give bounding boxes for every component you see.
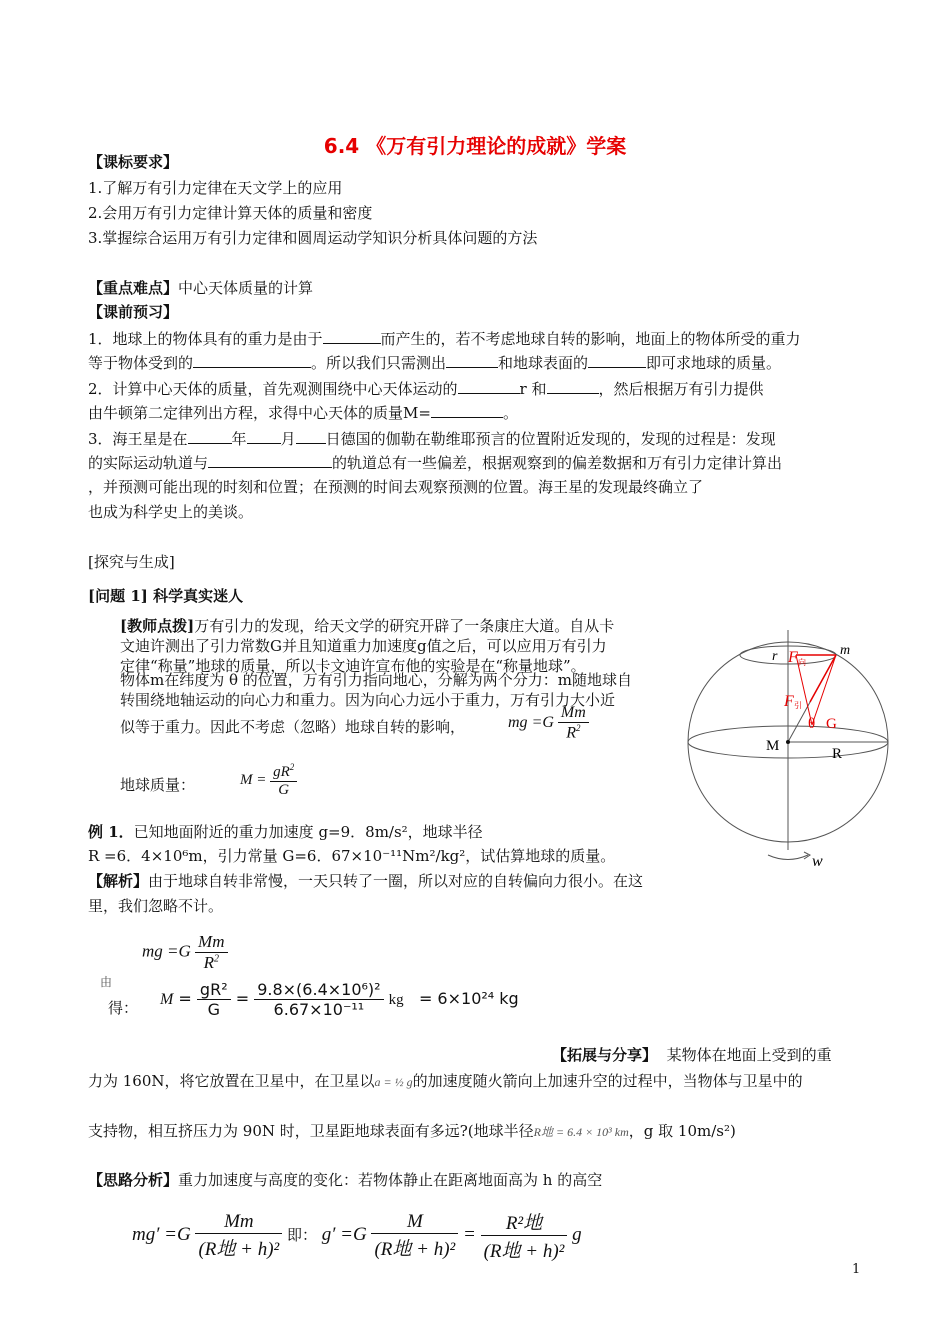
label-F-centripetal-sub: 向	[798, 658, 806, 667]
teacher-tip-line6: 似等于重力。因此不考虑（忽略）地球自转的影响，	[120, 718, 466, 736]
q1-text-d: 。所以我们只需测出	[311, 354, 447, 372]
extend-line2	[88, 1071, 803, 1092]
teacher-tip-label: [教师点拨]	[120, 617, 195, 635]
label-F-centripetal: F	[788, 649, 798, 666]
calc-denominator-2: 6.67×10⁻¹¹	[273, 1000, 365, 1019]
hf-denominator-1: (R地 + h)²	[198, 1238, 280, 1260]
hf-fraction-2	[371, 1211, 458, 1261]
problem-1-heading: [问题 1] 科学真实迷人	[88, 587, 244, 605]
solution-calculation	[160, 980, 519, 1019]
explore-heading: [探究与生成]	[88, 553, 175, 571]
q1-text-a: 1．地球上的物体具有的重力是由于	[88, 330, 323, 348]
solution-square: 2	[213, 953, 219, 965]
formula-M: M	[240, 771, 253, 788]
formula-square: 2	[576, 723, 581, 733]
calc-numerator-1: gR²	[197, 980, 231, 1000]
analysis-line1	[88, 871, 643, 891]
calc-eq-1: =	[178, 989, 192, 1008]
extend-text-2b: 的加速度随火箭向上加速升空的过程中，当物体与卫星中的	[412, 1072, 803, 1090]
formula-mass-denominator: G	[278, 782, 290, 798]
standards-heading: 【课标要求】	[88, 153, 179, 171]
q1-text-e: 和地球表面的	[498, 354, 589, 372]
solution-eq: =	[167, 941, 179, 961]
label-w: w	[812, 853, 823, 870]
earth-center-dot	[786, 740, 790, 744]
calc-eq-2: =	[235, 989, 250, 1008]
formula-gR: gR	[273, 764, 290, 780]
preview-q3-line3: ，并预测可能出现的时刻和位置；在预测的时间去观察预测的位置。海王星的发现最终确立了	[88, 478, 704, 496]
formula-denominator	[558, 723, 589, 742]
calc-lhs: M	[160, 991, 174, 1008]
key-points-text: 中心天体质量的计算	[178, 279, 314, 297]
earth-mass-label: 地球质量：	[120, 776, 196, 794]
label-r: r	[772, 649, 778, 664]
label-theta: θ	[808, 716, 816, 732]
standards-item-3: 3.掌握综合运用万有引力定律和圆周运动学知识分析具体问题的方法	[88, 229, 538, 247]
q2-text-b: r 和	[519, 380, 547, 398]
q2-text-d: 由牛顿第二定律列出方程，求得中心天体的质量M=	[88, 404, 431, 422]
weight-arrow	[812, 655, 836, 725]
key-points	[88, 278, 313, 298]
preview-q3-line4: 也成为科学史上的美谈。	[88, 503, 254, 521]
earth-force-diagram	[684, 630, 894, 875]
label-G: G	[826, 716, 837, 732]
solution-fraction	[195, 932, 227, 973]
q1-text-b: 而产生的，若不考虑地球自转的影响，地面上的物体所受的重力	[380, 330, 801, 348]
formula-G: G	[542, 713, 554, 731]
solution-numerator: Mm	[195, 932, 227, 953]
q3-text-e: 的实际运动轨道与	[88, 454, 209, 472]
q2-text-a: 2．计算中心天体的质量，首先观测围绕中心天体运动的	[88, 380, 458, 398]
teacher-tip-line5: 转围绕地轴运动的向心力和重力。因为向心力远小于重力，万有引力大小近	[120, 691, 616, 709]
calc-fraction-2	[254, 980, 383, 1019]
q2-text-c: ，然后根据万有引力提供	[598, 380, 764, 398]
example-1-line2: R =6．4×10⁶m，引力常量 G=6．67×10⁻¹¹Nm²/kg²，试估算地球的质量。	[88, 847, 616, 865]
label-m: m	[840, 643, 851, 658]
standards-item-2: 2.会用万有引力定律计算天体的质量和密度	[88, 204, 373, 222]
q3-text-a: 3．海王星是在	[88, 430, 188, 448]
q3-blank-orbit[interactable]	[208, 452, 332, 468]
q1-blank-4[interactable]	[588, 352, 646, 368]
solution-R: R	[203, 953, 214, 972]
page-title: 6.4 《万有引力理论的成就》学案	[323, 134, 627, 158]
extend-text-3a: 支持物，相互挤压力为 90N 时，卫星距地球表面有多远?(地球半径	[88, 1122, 534, 1140]
solution-denominator	[195, 953, 227, 973]
q1-text-f: 即可求地球的质量。	[646, 354, 782, 372]
calc-denominator-1: G	[207, 1000, 220, 1019]
gravity-force-arrow	[810, 655, 836, 702]
extend-acceleration: a = ½ g	[374, 1075, 413, 1089]
hf-numerator-3: R²地	[481, 1208, 568, 1236]
idea-analysis-text: 重力加速度与高度的变化：若物体静止在距离地面高为 h 的高空	[178, 1171, 603, 1189]
formula-R: R	[566, 724, 576, 742]
idea-analysis	[88, 1170, 602, 1190]
teacher-tip-line2: 文迪许测出了引力常数G并且知道重力加速度g值之后，可以应用万有引力	[120, 637, 607, 655]
extend-earth-radius: R地 = 6.4 × 10³ km	[533, 1125, 629, 1139]
preview-q2-line2	[88, 402, 518, 423]
q3-blank-month[interactable]	[247, 428, 281, 444]
idea-analysis-label: 【思路分析】	[88, 1171, 179, 1189]
hf-eq-3: =	[463, 1223, 476, 1245]
preview-q3-line1	[88, 428, 776, 449]
q2-text-e: 。	[502, 404, 518, 422]
q3-text-b: 年	[231, 430, 247, 448]
q2-blank-3[interactable]	[431, 402, 503, 418]
q1-blank-1[interactable]	[323, 328, 381, 344]
calc-unit: kg	[388, 992, 404, 1008]
teacher-tip-line4: 物体m在纬度为 θ 的位置，万有引力指向地心，分解为两个分力：m随地球自	[120, 671, 633, 689]
preview-q1-line2	[88, 352, 781, 373]
hf-mg-prime: mg′	[132, 1223, 160, 1245]
hf-eq-1: =	[164, 1223, 177, 1245]
formula-square-2: 2	[289, 762, 295, 772]
q3-blank-year[interactable]	[188, 428, 232, 444]
hf-fraction-1	[195, 1211, 282, 1261]
formula-earth-mass	[240, 762, 297, 799]
solution-G: G	[178, 941, 191, 961]
extend-text-1: 某物体在地面上受到的重	[666, 1046, 832, 1064]
preview-heading: 【课前预习】	[88, 303, 179, 321]
hf-g-prime: g′	[321, 1223, 336, 1245]
analysis-text-1: 由于地球自转非常慢，一天只转了一圈，所以对应的自转偏向力很小。在这	[148, 872, 644, 890]
height-formula	[132, 1208, 582, 1263]
calc-numerator-2: 9.8×(6.4×10⁶)²	[254, 980, 383, 1000]
q1-text-c: 等于物体受到的	[88, 354, 194, 372]
q3-text-d: 日德国的伽勒在勒维耶预言的位置附近发现的，发现的过程是：发现	[325, 430, 776, 448]
extend-text-2a: 力为 160N，将它放置在卫星中，在卫星以	[88, 1072, 375, 1090]
key-points-label: 【重点难点】	[88, 279, 179, 297]
formula-mg: mg	[508, 713, 528, 731]
formula-mass-numerator	[270, 762, 297, 782]
teacher-tip-text-1: 万有引力的发现，给天文学的研究开辟了一条康庄大道。自从卡	[194, 617, 615, 635]
preview-q1-line1	[88, 328, 801, 349]
hf-numerator-1: Mm	[195, 1211, 282, 1234]
formula-eq: =	[531, 713, 543, 731]
extend-text-3b: ，g 取 10m/s²)	[628, 1122, 736, 1140]
extend-label: 【拓展与分享】	[552, 1046, 658, 1064]
preview-q2-line1	[88, 378, 764, 399]
q3-text-f: 的轨道总有一些偏差，根据观察到的偏差数据和万有引力定律计算出	[332, 454, 783, 472]
preview-q3-line2	[88, 452, 782, 473]
label-M: M	[766, 738, 780, 754]
calc-result: = 6×10²⁴ kg	[418, 989, 519, 1008]
label-F-gravity-sub: 引	[794, 701, 802, 710]
hf-eq-2: =	[340, 1223, 353, 1245]
example-1-line1	[88, 822, 483, 842]
hf-denominator-2: (R地 + h)²	[374, 1238, 456, 1260]
q2-blank-2[interactable]	[547, 378, 599, 394]
teacher-tip-line3: 定律“称量”地球的质量，所以卡文迪许宣布他的实验是在“称量地球”。	[120, 657, 586, 675]
label-R: R	[832, 746, 843, 762]
page-number: 1	[852, 1262, 861, 1277]
solution-mg: mg	[142, 941, 163, 961]
hf-ji: 即：	[286, 1225, 317, 1244]
formula-mass-fraction	[270, 762, 297, 799]
analysis-label: 【解析】	[88, 872, 149, 890]
hf-fraction-3	[481, 1208, 568, 1263]
formula-gravity	[508, 704, 589, 742]
hf-numerator-2: M	[371, 1211, 458, 1234]
solution-de: 得：	[108, 999, 139, 1017]
hf-G-2: G	[352, 1223, 367, 1245]
extend-line3	[88, 1121, 736, 1142]
formula-fraction	[558, 704, 589, 742]
extend-line1	[552, 1045, 832, 1065]
analysis-line2: 里，我们忽略不计。	[88, 897, 224, 915]
q1-blank-3[interactable]	[446, 352, 498, 368]
standards-item-1: 1.了解万有引力定律在天文学上的应用	[88, 179, 343, 197]
hf-G-1: G	[176, 1223, 191, 1245]
example-1-label: 例 1．	[88, 823, 134, 841]
teacher-tip-line1	[120, 616, 614, 636]
hf-g-tail: g	[572, 1223, 582, 1245]
hf-denominator-3: (R地 + h)²	[483, 1241, 565, 1262]
solution-formula-1	[142, 932, 228, 973]
q2-blank-1[interactable]	[458, 378, 520, 394]
example-1-text-1: 已知地面附近的重力加速度 g=9．8m/s²，地球半径	[133, 823, 483, 841]
solution-you: 由	[100, 975, 113, 989]
rotation-arc	[768, 855, 808, 860]
q3-blank-day[interactable]	[296, 428, 326, 444]
formula-numerator: Mm	[558, 704, 589, 723]
calc-fraction-1	[197, 980, 231, 1019]
q1-blank-2[interactable]	[193, 352, 311, 368]
q3-text-c: 月	[280, 430, 296, 448]
formula-eq-2: =	[256, 771, 267, 788]
label-F-gravity: F	[784, 693, 794, 710]
